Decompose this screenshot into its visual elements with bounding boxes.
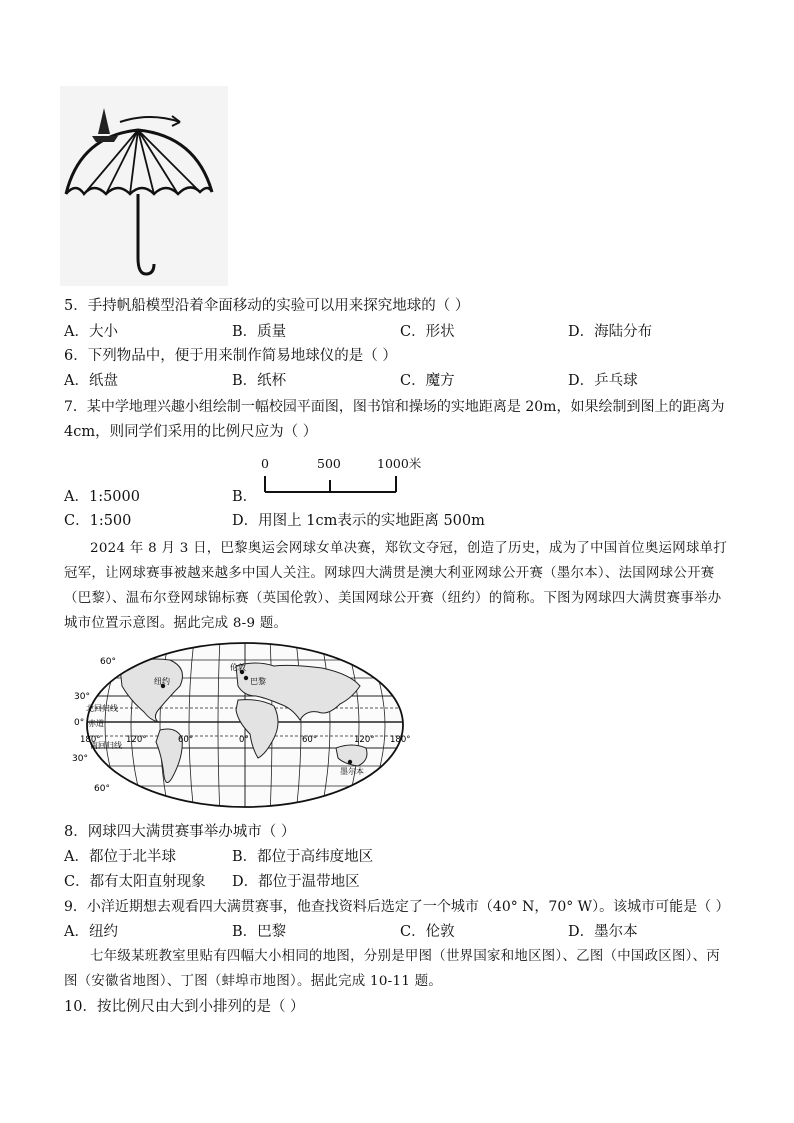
map-lon-label: 180° — [390, 735, 411, 745]
scale-label-0: 0 — [261, 456, 269, 471]
q5-option-b[interactable]: B．质量 — [232, 324, 287, 340]
q5-stem: 5．手持帆船模型沿着伞面移动的实验可以用来探究地球的（ ） — [64, 298, 470, 314]
map-lon-label: 180° — [80, 735, 101, 745]
scale-bar — [255, 454, 435, 496]
scale-label-1000: 1000米 — [377, 456, 422, 471]
map-lon-label: 60° — [178, 735, 194, 745]
q5-option-d[interactable]: D．海陆分布 — [568, 324, 653, 340]
q8-option-d[interactable]: D．都位于温带地区 — [232, 874, 360, 890]
passage-tennis — [64, 536, 727, 636]
map-lon-label: 120° — [354, 735, 375, 745]
map-lon-label: 120° — [126, 735, 147, 745]
passage-tennis-line: （巴黎）、温布尔登网球锦标赛（英国伦敦）、美国网球公开赛（纽约）的简称。下图为网球四大满贯赛事举办 — [64, 591, 722, 606]
city-label-new-york: 纽约 — [154, 677, 170, 686]
city-label-melbourne: 墨尔本 — [340, 767, 364, 776]
passage-maps — [64, 944, 720, 994]
q7-stem-line1: 7．某中学地理兴趣小组绘制一幅校园平面图，图书馆和操场的实地距离是 20m，如果绘制到图上的距离为 — [64, 399, 725, 415]
map-lat-label: 0° — [74, 718, 85, 728]
q7-option-c[interactable]: C．1:500 — [64, 513, 132, 529]
map-lon-label: 60° — [302, 735, 318, 745]
passage-tennis-line: 城市位置示意图。据此完成 8-9 题。 — [64, 616, 288, 631]
map-lat-label: 30° — [72, 754, 88, 764]
world-map — [60, 638, 420, 816]
q5-option-c[interactable]: C．形状 — [400, 324, 455, 340]
q9-option-a[interactable]: A．纽约 — [64, 924, 118, 940]
q7-option-b[interactable]: B． — [232, 489, 258, 505]
q8-option-a[interactable]: A．都位于北半球 — [64, 849, 176, 865]
q6-option-a[interactable]: A．纸盘 — [64, 373, 118, 389]
q6-option-d[interactable]: D．乒乓球 — [568, 373, 638, 389]
q10-stem: 10．按比例尺由大到小排列的是（ ） — [64, 999, 305, 1015]
q6-option-c[interactable]: C．魔方 — [400, 373, 455, 389]
q9-option-c[interactable]: C．伦敦 — [400, 924, 455, 940]
q9-option-b[interactable]: B．巴黎 — [232, 924, 287, 940]
map-equator-label: 赤道 — [88, 719, 104, 728]
map-lat-label: 60° — [100, 657, 116, 667]
q7-stem-line2: 4cm，则同学们采用的比例尺应为（ ） — [64, 424, 318, 440]
city-label-london: 伦敦 — [230, 663, 246, 672]
map-lat-label: 30° — [74, 692, 90, 702]
scale-label-500: 500 — [317, 456, 341, 471]
q8-stem: 8．网球四大满贯赛事举办城市（ ） — [64, 824, 296, 840]
city-label-paris: 巴黎 — [250, 677, 266, 686]
map-lat-label: 60° — [94, 784, 110, 794]
q8-option-b[interactable]: B．都位于高纬度地区 — [232, 849, 374, 865]
umbrella-illustration — [60, 86, 228, 286]
q9-stem: 9．小洋近期想去观看四大满贯赛事，他查找资料后选定了一个城市（40° N，70° W）。该城市可能是（ ） — [64, 899, 730, 915]
passage-maps-line: 七年级某班教室里贴有四幅大小相同的地图，分别是甲图（世界国家和地区图）、乙图（中国政区图）、丙 — [90, 949, 721, 964]
melbourne-marker — [348, 760, 352, 764]
q9-option-d[interactable]: D．墨尔本 — [568, 924, 638, 940]
q6-stem: 6．下列物品中，便于用来制作简易地球仪的是（ ） — [64, 348, 397, 364]
paris-marker — [244, 676, 248, 680]
map-lon-label: 0° — [239, 735, 249, 745]
q6-option-b[interactable]: B．纸杯 — [232, 373, 287, 389]
q7-option-a[interactable]: A．1:5000 — [64, 489, 140, 505]
map-tropic-capricorn-label: 南回归线 — [90, 741, 122, 750]
map-tropic-cancer-label: 北回归线 — [86, 704, 118, 713]
q7-option-d[interactable]: D．用图上 1cm表示的实地距离 500m — [232, 513, 485, 529]
scale-bar-line — [255, 470, 415, 496]
passage-maps-line: 图（安徽省地图）、丁图（蚌埠市地图）。据此完成 10-11 题。 — [64, 974, 443, 989]
passage-tennis-line: 2024 年 8 月 3 日，巴黎奥运会网球女单决赛，郑钦文夺冠，创造了历史，成为了中国首位奥运网球单打 — [90, 541, 728, 556]
q5-option-a[interactable]: A．大小 — [64, 324, 118, 340]
q8-option-c[interactable]: C．都有太阳直射现象 — [64, 874, 206, 890]
passage-tennis-line: 冠军，让网球赛事被越来越多中国人关注。网球四大满贯是澳大利亚网球公开赛（墨尔本）、法国网球公开赛 — [64, 566, 715, 581]
